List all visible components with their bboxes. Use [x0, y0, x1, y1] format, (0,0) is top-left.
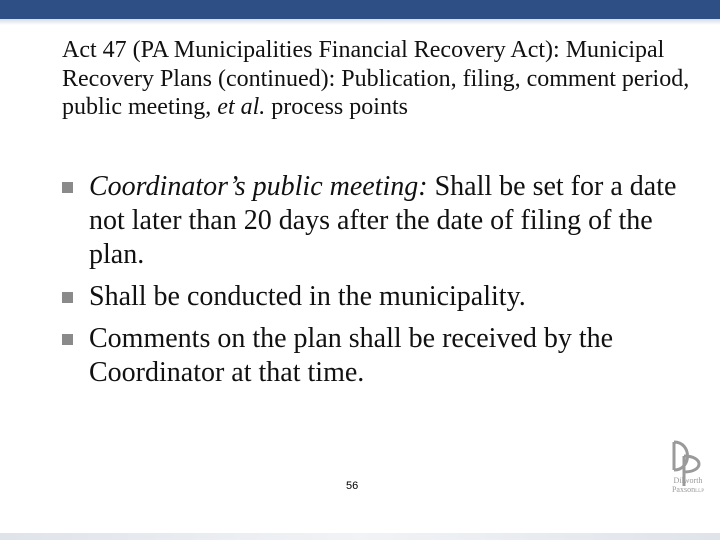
- slide-title: [62, 36, 702, 122]
- square-bullet-icon: [62, 334, 73, 345]
- header-bar: [0, 0, 720, 19]
- bullet-item-1-italic: Coordinator’s public meeting:: [89, 171, 428, 202]
- bullet-item-1: [62, 170, 702, 272]
- square-bullet-icon: [62, 182, 73, 193]
- firm-logo-line1: Dilworth: [673, 476, 703, 485]
- firm-logo-line2: [664, 485, 712, 496]
- firm-logo-text: [664, 476, 712, 496]
- bullet-item-2-text: Shall be conducted in the municipality.: [89, 281, 526, 312]
- square-bullet-icon: [62, 292, 73, 303]
- bullet-item-1-text: Shall be set for a date not later than 20 days after the date of filing of the plan.: [89, 171, 677, 270]
- firm-logo: [664, 440, 712, 530]
- bullet-item-3: [62, 322, 702, 390]
- bullet-list: [62, 170, 702, 398]
- firm-logo-line2-name: Paxson: [671, 485, 696, 494]
- footer-rule: [0, 533, 720, 540]
- header-bar-shadow: [0, 19, 720, 25]
- slide-title-italic: et al.: [217, 94, 266, 120]
- slide-title-text: Act 47 (PA Municipalities Financial Recovery Act): Municipal Recovery Plans (continued): Publication, filing, comment period, public meeting,: [62, 37, 690, 120]
- bullet-item-3-text: Comments on the plan shall be received by the Coordinator at that time.: [89, 323, 614, 388]
- firm-logo-suffix: LLP: [695, 489, 704, 494]
- slide-title-text-end: process points: [265, 94, 408, 120]
- bullet-item-2: [62, 280, 702, 314]
- page-number: 56: [346, 480, 359, 492]
